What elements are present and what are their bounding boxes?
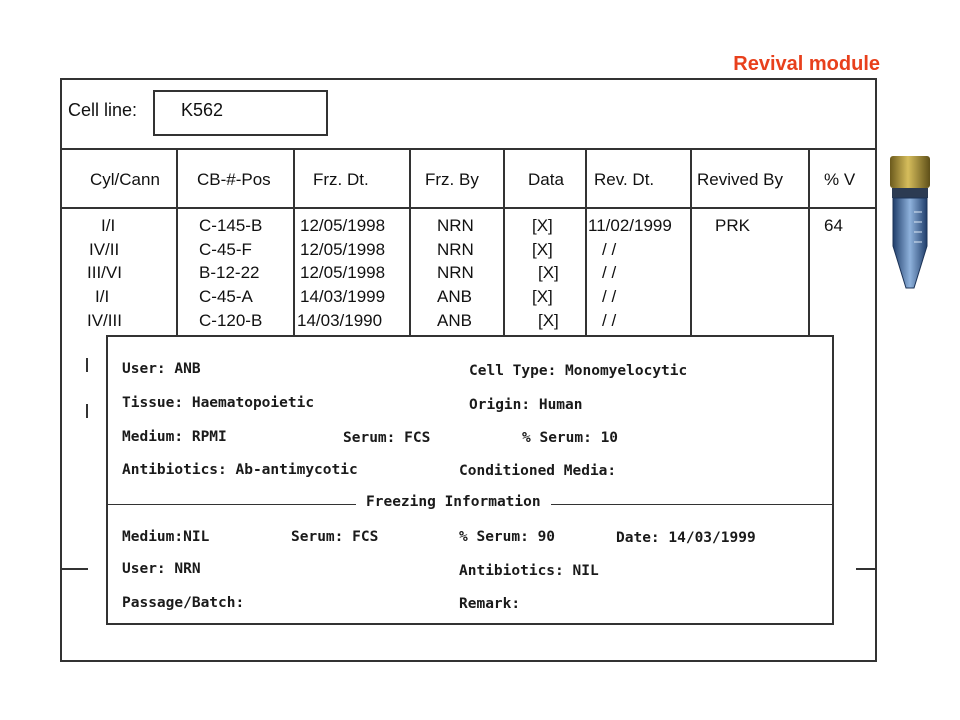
table-cell: PRK [715,216,750,235]
page-title: Revival module [733,53,880,75]
table-cell: C-45-F [199,240,252,259]
cell-line-label: Cell line: [68,100,138,120]
column-header: Revived By [697,170,783,189]
table-cell: NRN [437,263,474,282]
col-divider [293,148,295,338]
table-cell: IV/II [89,240,120,259]
column-header: Cyl/Cann [90,170,160,189]
hidden-row-mark [60,568,88,570]
table-cell: C-145-B [199,216,263,235]
table-cell: [X] [532,216,553,235]
freeze-antibiotics: Antibiotics: NIL [459,563,599,579]
col-divider [176,148,178,338]
form-tissue: Tissue: Haematopoietic [122,395,315,411]
cell-detail-form [106,335,834,625]
table-cell: III/VI [87,263,122,282]
table-cell: ANB [437,311,472,330]
table-cell: 12/05/1998 [300,216,386,235]
column-header: Rev. Dt. [594,170,655,189]
table-cell: 14/03/1999 [300,287,386,306]
table-cell: I/I [95,287,110,306]
table-cell: [X] [532,240,553,259]
column-header: % V [824,170,856,189]
col-divider [409,148,411,338]
table-cell: IV/III [87,311,122,330]
freeze-pct-serum: % Serum: 90 [459,529,556,545]
form-serum: Serum: FCS [343,430,431,446]
hidden-row-mark [86,358,88,372]
table-cell: [X] [538,311,559,330]
col-divider [690,148,692,338]
form-user: User: ANB [122,361,201,377]
column-header: Data [528,170,564,189]
table-cell: C-120-B [199,311,263,330]
table-cell: / / [602,311,617,330]
hidden-row-mark [856,568,877,570]
remark: Remark: [459,596,521,612]
col-divider [585,148,587,338]
table-cell: / / [602,263,617,282]
form-antibiotics: Antibiotics: Ab-antimycotic [122,462,358,478]
freeze-date: Date: 14/03/1999 [616,530,756,546]
table-cell: [X] [532,287,553,306]
table-cell: I/I [101,216,116,235]
freezing-section-label: Freezing Information [356,494,551,510]
table-top-border [60,148,877,150]
form-conditioned-media: Conditioned Media: [459,463,617,479]
column-header: Frz. Dt. [313,170,369,189]
col-divider [808,148,810,338]
form-medium: Medium: RPMI [122,429,227,445]
table-cell: ANB [437,287,472,306]
col-divider [503,148,505,338]
table-cell: [X] [538,263,559,282]
table-cell: / / [602,287,617,306]
table-cell: B-12-22 [199,263,260,282]
form-cell-type: Cell Type: Monomyelocytic [469,363,688,379]
table-cell: NRN [437,240,474,259]
form-pct-serum: % Serum: 10 [522,430,619,446]
table-cell: / / [602,240,617,259]
cryovial-icon [884,154,936,294]
passage-batch: Passage/Batch: [122,595,245,611]
column-header: CB-#-Pos [197,170,271,189]
table-cell: 12/05/1998 [300,240,386,259]
table-cell: NRN [437,216,474,235]
table-cell: C-45-A [199,287,253,306]
freeze-serum: Serum: FCS [291,529,379,545]
table-header-border [60,207,877,209]
freeze-medium: Medium:NIL [122,529,210,545]
cell-line-field[interactable]: K562 [153,90,328,136]
form-origin: Origin: Human [469,397,583,413]
column-header: Frz. By [425,170,479,189]
table-cell: 11/02/1999 [588,216,672,235]
table-cell: 12/05/1998 [300,263,386,282]
table-cell: 14/03/1990 [297,311,383,330]
freeze-user: User: NRN [122,561,201,577]
hidden-row-mark [86,404,88,418]
table-cell: 64 [824,216,843,235]
